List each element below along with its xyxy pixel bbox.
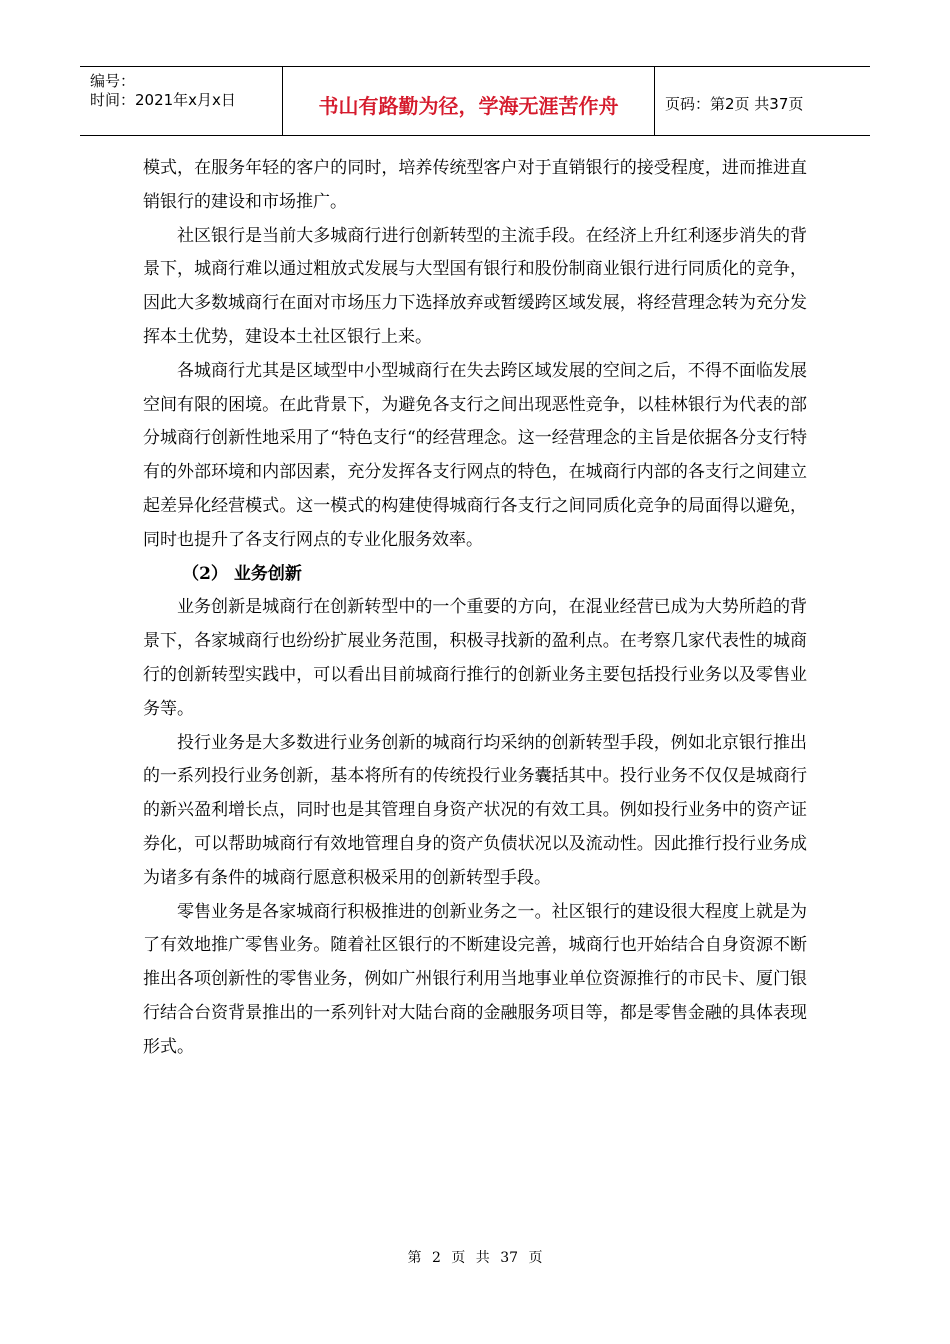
paragraph-4: 业务创新是城商行在创新转型中的一个重要的方向，在混业经营已成为大势所趋的背景下，各家城商行也纷纷扩展业务范围，积极寻找新的盈利点。在考察几家代表性的城商行的创新转型实践中，可以看出目前城商行推行的创新业务主要包括投行业务以及零售业务等。: [143, 597, 807, 719]
page-header: [80, 66, 870, 136]
paragraph-5: 投行业务是大多数进行业务创新的城商行均采纳的创新转型手段，例如北京银行推出的一系列投行业务创新，基本将所有的传统投行业务囊括其中。投行业务不仅仅是城商行的新兴盈利增长点，同时也是其管理自身资产状况的有效工具。例如投行业务中的资产证券化，可以帮助城商行有效地管理自身的资产负债状况以及流动性。因此推行投行业务成为诸多有条件的城商行愿意积极采用的创新转型手段。: [143, 732, 807, 888]
document-body: [143, 152, 807, 1065]
paragraph-2: 社区银行是当前大多城商行进行创新转型的主流手段。在经济上升红利逐步消失的背景下，城商行难以通过粗放式发展与大型国有银行和股份制商业银行进行同质化的竞争，因此大多数城商行在面对市场压力下选择放弃或暂缓跨区域发展，将经营理念转为充分发挥本土优势，建设本土社区银行上来。: [143, 225, 807, 347]
section-heading: （2） 业务创新: [182, 563, 302, 584]
page-footer: 第 2 页 共 37 页: [407, 1250, 543, 1266]
number-label: 编号：: [90, 72, 136, 90]
paragraph-6: 零售业务是各家城商行积极推进的创新业务之一。社区银行的建设很大程度上就是为了有效地推广零售业务。随着社区银行的不断建设完善，城商行也开始结合自身资源不断推出各项创新性的零售业务，例如广州银行利用当地事业单位资源推行的市民卡、厦门银行结合台资背景推出的一系列针对大陆台商的金融服务项目等，都是零售金融的具体表现形式。: [143, 901, 807, 1057]
header-meta: [80, 67, 283, 135]
header-page-info: 页码：第2页 共37页: [665, 94, 804, 113]
header-motto: 书山有路勤为径，学海无涯苦作舟: [283, 67, 655, 135]
time-label: 时间：2021年x月x日: [90, 91, 236, 109]
paragraph-1: 模式，在服务年轻的客户的同时，培养传统型客户对于直销银行的接受程度，进而推进直销银行的建设和市场推广。: [143, 158, 807, 212]
paragraph-3: 各城商行尤其是区域型中小型城商行在失去跨区域发展的空间之后，不得不面临发展空间有限的困境。在此背景下，为避免各支行之间出现恶性竞争，以桂林银行为代表的部分城商行创新性地采用了“特色支行“的经营理念。这一经营理念的主旨是依据各分支行特有的外部环境和内部因素，充分发挥各支行网点的特色，在城商行内部的各支行之间建立起差异化经营模式。这一模式的构建使得城商行各支行之间同质化竞争的局面得以避免，同时也提升了各支行网点的专业化服务效率。: [143, 360, 807, 550]
